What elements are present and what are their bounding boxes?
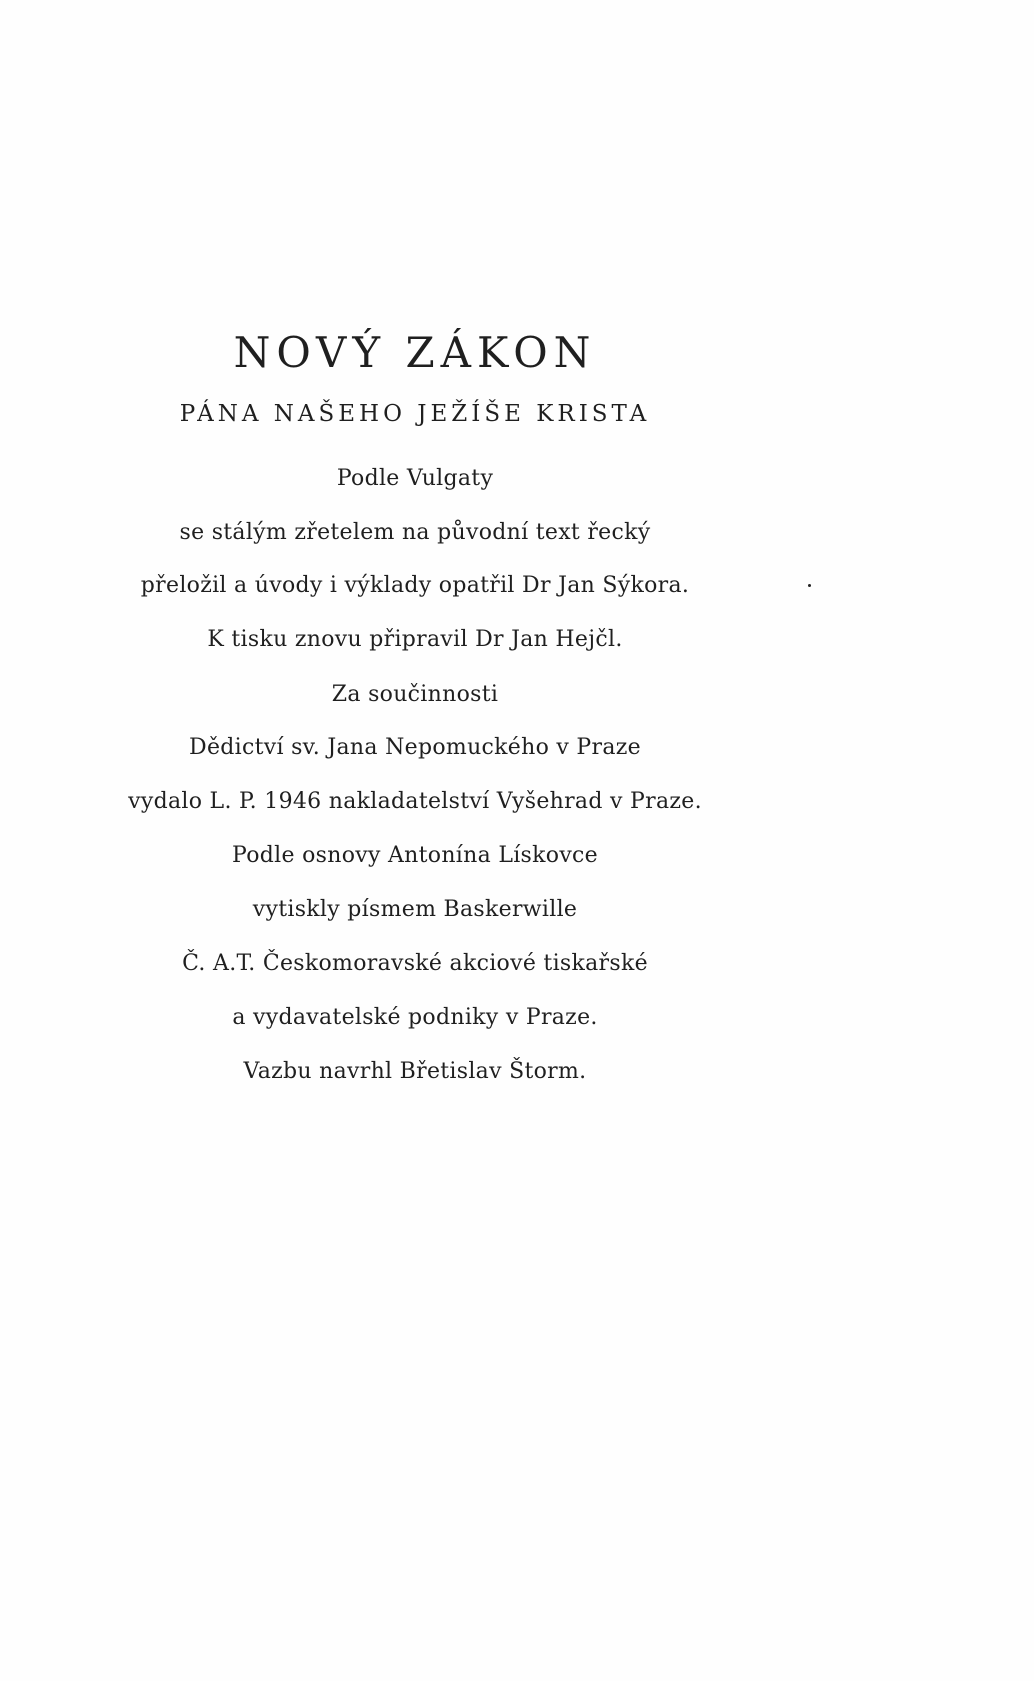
- book-title: NOVÝ ZÁKON: [233, 328, 597, 377]
- text-line-printer: Č. A.T. Českomoravské akciové tiskařské: [182, 951, 648, 976]
- text-line-heritage-society: Dědictví sv. Jana Nepomuckého v Praze: [189, 735, 641, 760]
- text-line-greek-reference: se stálým zřetelem na původní text řecký: [179, 520, 651, 545]
- text-line-cooperation: Za součinnosti: [331, 682, 499, 707]
- text-line-typeface: vytiskly písmem Baskerwille: [252, 897, 578, 922]
- text-line-design-scheme: Podle osnovy Antonína Lískovce: [232, 843, 598, 868]
- text-line-source: Podle Vulgaty: [336, 466, 494, 491]
- print-speck: [808, 584, 811, 587]
- text-line-translator: přeložil a úvody i výklady opatřil Dr Jan Sýkora.: [140, 573, 690, 598]
- text-line-printer-continued: a vydavatelské podniky v Praze.: [232, 1005, 598, 1030]
- book-subtitle: PÁNA NAŠEHO JEŽÍŠE KRISTA: [179, 401, 651, 427]
- text-line-publisher: vydalo L. P. 1946 nakladatelství Vyšehrad v Praze.: [128, 789, 702, 814]
- text-line-binding: Vazbu navrhl Břetislav Štorm.: [243, 1059, 587, 1084]
- text-line-editor: K tisku znovu připravil Dr Jan Hejčl.: [207, 627, 623, 652]
